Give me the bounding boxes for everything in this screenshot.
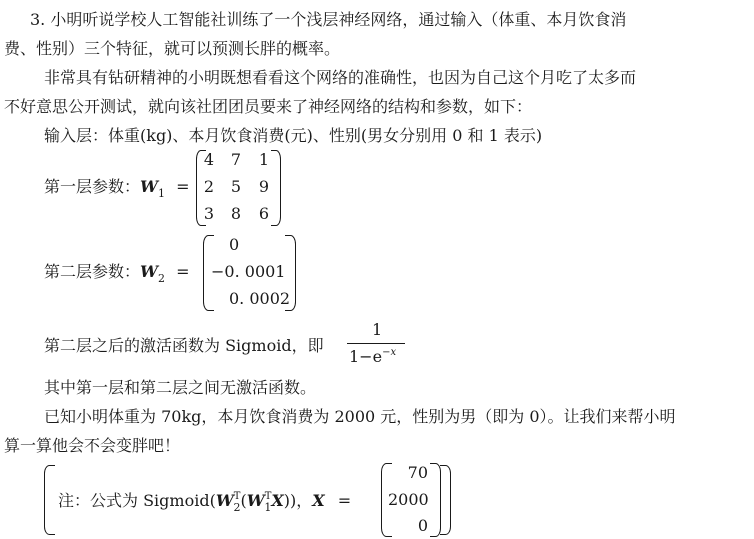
w1-cell: 5 <box>230 177 242 196</box>
w1-cell: 8 <box>230 204 242 223</box>
note-formula <box>58 489 351 516</box>
w1-symbol: W <box>140 177 158 196</box>
note-open: ( <box>240 491 247 510</box>
w1-cell: 7 <box>230 150 242 169</box>
note-close: ))， <box>283 491 313 510</box>
given-line2: 算一算他会不会变胖吧！ <box>4 436 181 455</box>
note-t1: T <box>233 491 241 502</box>
w1-cell: 6 <box>258 204 270 223</box>
layer2-label-text: 第二层参数： <box>44 262 141 281</box>
para2-line1: 非常具有钻研精神的小明既想看看这个网络的准确性，也因为自己这个月吃了太多而 <box>44 68 637 87</box>
x-cell: 70 <box>407 463 428 482</box>
note-w2-sub: 2 <box>233 501 241 514</box>
w1-cell: 9 <box>258 177 270 196</box>
w1-equals: = <box>176 177 190 196</box>
sigmoid-denominator <box>349 345 396 372</box>
sigmoid-exponent: −x <box>382 347 397 358</box>
input-layer-desc: 输入层：体重(kg)、本月饮食消费(元)、性别(男女分别用 0 和 1 表示) <box>44 126 543 145</box>
w1-cell: 4 <box>203 150 215 169</box>
x-cell: 2000 <box>388 490 429 509</box>
w2-cell: 0. 0002 <box>229 289 291 308</box>
note-w2: W <box>215 491 234 510</box>
w2-cell: 0 <box>229 235 240 254</box>
given-line1: 已知小明体重为 70kg，本月饮食消费为 2000 元，性别为男（即为 0）。让我们来帮小明 <box>44 407 676 426</box>
w1-cell: 3 <box>203 204 215 223</box>
w2-symbol: W <box>140 262 158 281</box>
note-left-paren <box>44 465 55 535</box>
layer1-label-text: 第一层参数： <box>44 177 141 196</box>
layer2-label <box>44 260 189 286</box>
para1-line2: 费、性别）三个特征，就可以预测长胖的概率。 <box>4 39 341 58</box>
para2-line2: 不好意思公开测试，就向该社团团员要来了神经网络的结构和参数，如下： <box>4 97 533 116</box>
w2-subscript: 2 <box>157 272 165 285</box>
sigmoid-den-base: 1−e <box>349 347 383 366</box>
w2-cell: −0. 0001 <box>211 262 286 281</box>
w2-equals: = <box>176 262 190 281</box>
note-w1: W <box>246 491 265 510</box>
w1-subscript: 1 <box>157 187 165 200</box>
note-eq: = <box>337 491 352 510</box>
para1-line1: 3. 小明听说学校人工智能社训练了一个浅层神经网络，通过输入（体重、本月饮食消 <box>30 10 627 29</box>
w1-cell: 1 <box>258 150 270 169</box>
layer1-label <box>44 175 189 201</box>
note-x2: X <box>312 491 325 510</box>
note-t2: T <box>264 491 272 502</box>
note-right-paren <box>440 465 451 535</box>
note-w1-sub: 1 <box>264 501 272 514</box>
x-cell: 0 <box>417 516 428 535</box>
w1-cell: 2 <box>203 177 215 196</box>
activation-text: 第二层之后的激活函数为 Sigmoid，即 <box>44 336 324 355</box>
note-prefix: 注：公式为 Sigmoid( <box>58 491 216 510</box>
fraction-bar <box>347 343 405 344</box>
note-x: X <box>271 491 284 510</box>
no-activation-text: 其中第一层和第二层之间无激活函数。 <box>44 378 317 397</box>
sigmoid-numerator: 1 <box>372 320 383 339</box>
